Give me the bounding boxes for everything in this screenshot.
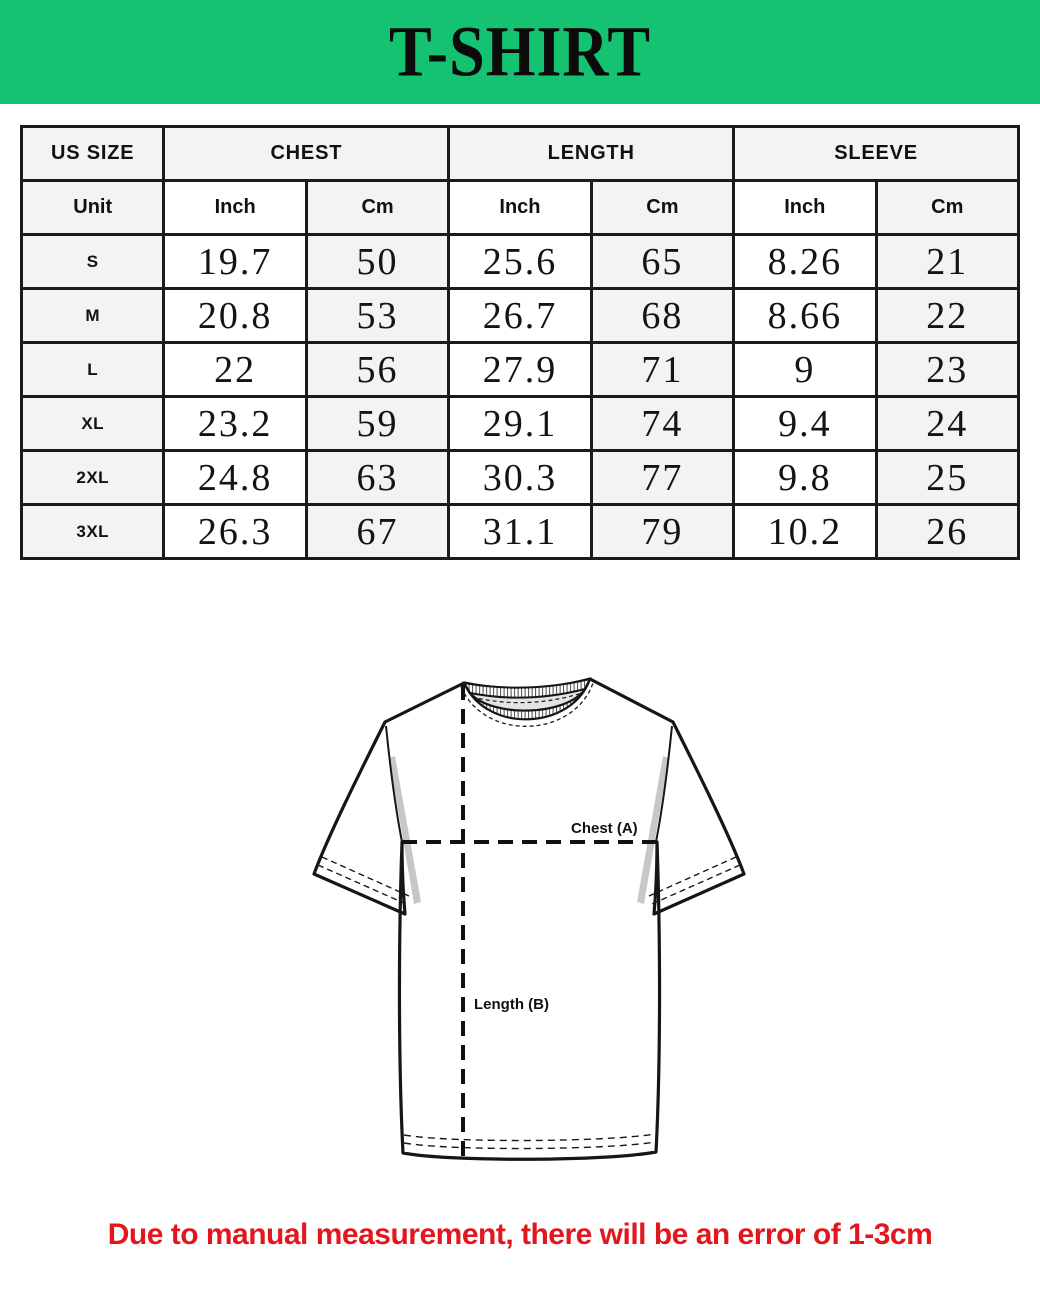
value-cell: 21	[876, 235, 1018, 289]
unit-cell-chest-inch: Inch	[164, 181, 306, 235]
value-cell: 24.8	[164, 451, 306, 505]
value-cell: 26.3	[164, 505, 306, 559]
page-title: T-SHIRT	[388, 11, 652, 92]
value-cell: 8.66	[734, 289, 876, 343]
measurement-disclaimer: Due to manual measurement, there will be an error of 1-3cm	[107, 1218, 933, 1251]
value-cell: 79	[591, 505, 733, 559]
value-cell: 9.4	[734, 397, 876, 451]
size-cell: L	[22, 343, 164, 397]
unit-header-row	[22, 181, 1019, 235]
size-cell: 2XL	[22, 451, 164, 505]
value-cell: 20.8	[164, 289, 306, 343]
tshirt-drawing	[282, 656, 772, 1166]
value-cell: 25	[876, 451, 1018, 505]
value-cell: 30.3	[449, 451, 591, 505]
col-header-length: LENGTH	[449, 127, 734, 181]
value-cell: 50	[306, 235, 448, 289]
value-cell: 24	[876, 397, 1018, 451]
title-banner	[0, 0, 1040, 104]
table-row-l	[22, 343, 1019, 397]
value-cell: 59	[306, 397, 448, 451]
value-cell: 53	[306, 289, 448, 343]
length-label: Length (B)	[474, 996, 549, 1013]
col-header-us-size: US SIZE	[22, 127, 164, 181]
col-header-sleeve: SLEEVE	[734, 127, 1019, 181]
value-cell: 71	[591, 343, 733, 397]
value-cell: 23	[876, 343, 1018, 397]
value-cell: 9.8	[734, 451, 876, 505]
value-cell: 56	[306, 343, 448, 397]
unit-cell: Unit	[22, 181, 164, 235]
value-cell: 25.6	[449, 235, 591, 289]
value-cell: 26.7	[449, 289, 591, 343]
value-cell: 29.1	[449, 397, 591, 451]
size-table	[20, 125, 1020, 560]
size-cell: 3XL	[22, 505, 164, 559]
tshirt-body-outline	[314, 679, 744, 1159]
tshirt-diagram	[282, 656, 772, 1166]
unit-cell-length-cm: Cm	[591, 181, 733, 235]
value-cell: 63	[306, 451, 448, 505]
value-cell: 19.7	[164, 235, 306, 289]
unit-cell-sleeve-cm: Cm	[876, 181, 1018, 235]
value-cell: 67	[306, 505, 448, 559]
value-cell: 31.1	[449, 505, 591, 559]
size-cell: M	[22, 289, 164, 343]
value-cell: 68	[591, 289, 733, 343]
value-cell: 10.2	[734, 505, 876, 559]
unit-cell-sleeve-inch: Inch	[734, 181, 876, 235]
value-cell: 22	[876, 289, 1018, 343]
size-cell: XL	[22, 397, 164, 451]
value-cell: 77	[591, 451, 733, 505]
unit-cell-length-inch: Inch	[449, 181, 591, 235]
chest-label: Chest (A)	[571, 820, 638, 837]
value-cell: 9	[734, 343, 876, 397]
table-row-2xl	[22, 451, 1019, 505]
unit-cell-chest-cm: Cm	[306, 181, 448, 235]
group-header-row	[22, 127, 1019, 181]
table-row-3xl	[22, 505, 1019, 559]
size-cell: S	[22, 235, 164, 289]
value-cell: 26	[876, 505, 1018, 559]
value-cell: 8.26	[734, 235, 876, 289]
value-cell: 22	[164, 343, 306, 397]
value-cell: 27.9	[449, 343, 591, 397]
table-row-m	[22, 289, 1019, 343]
table-row-s	[22, 235, 1019, 289]
value-cell: 74	[591, 397, 733, 451]
col-header-chest: CHEST	[164, 127, 449, 181]
table-row-xl	[22, 397, 1019, 451]
value-cell: 65	[591, 235, 733, 289]
value-cell: 23.2	[164, 397, 306, 451]
